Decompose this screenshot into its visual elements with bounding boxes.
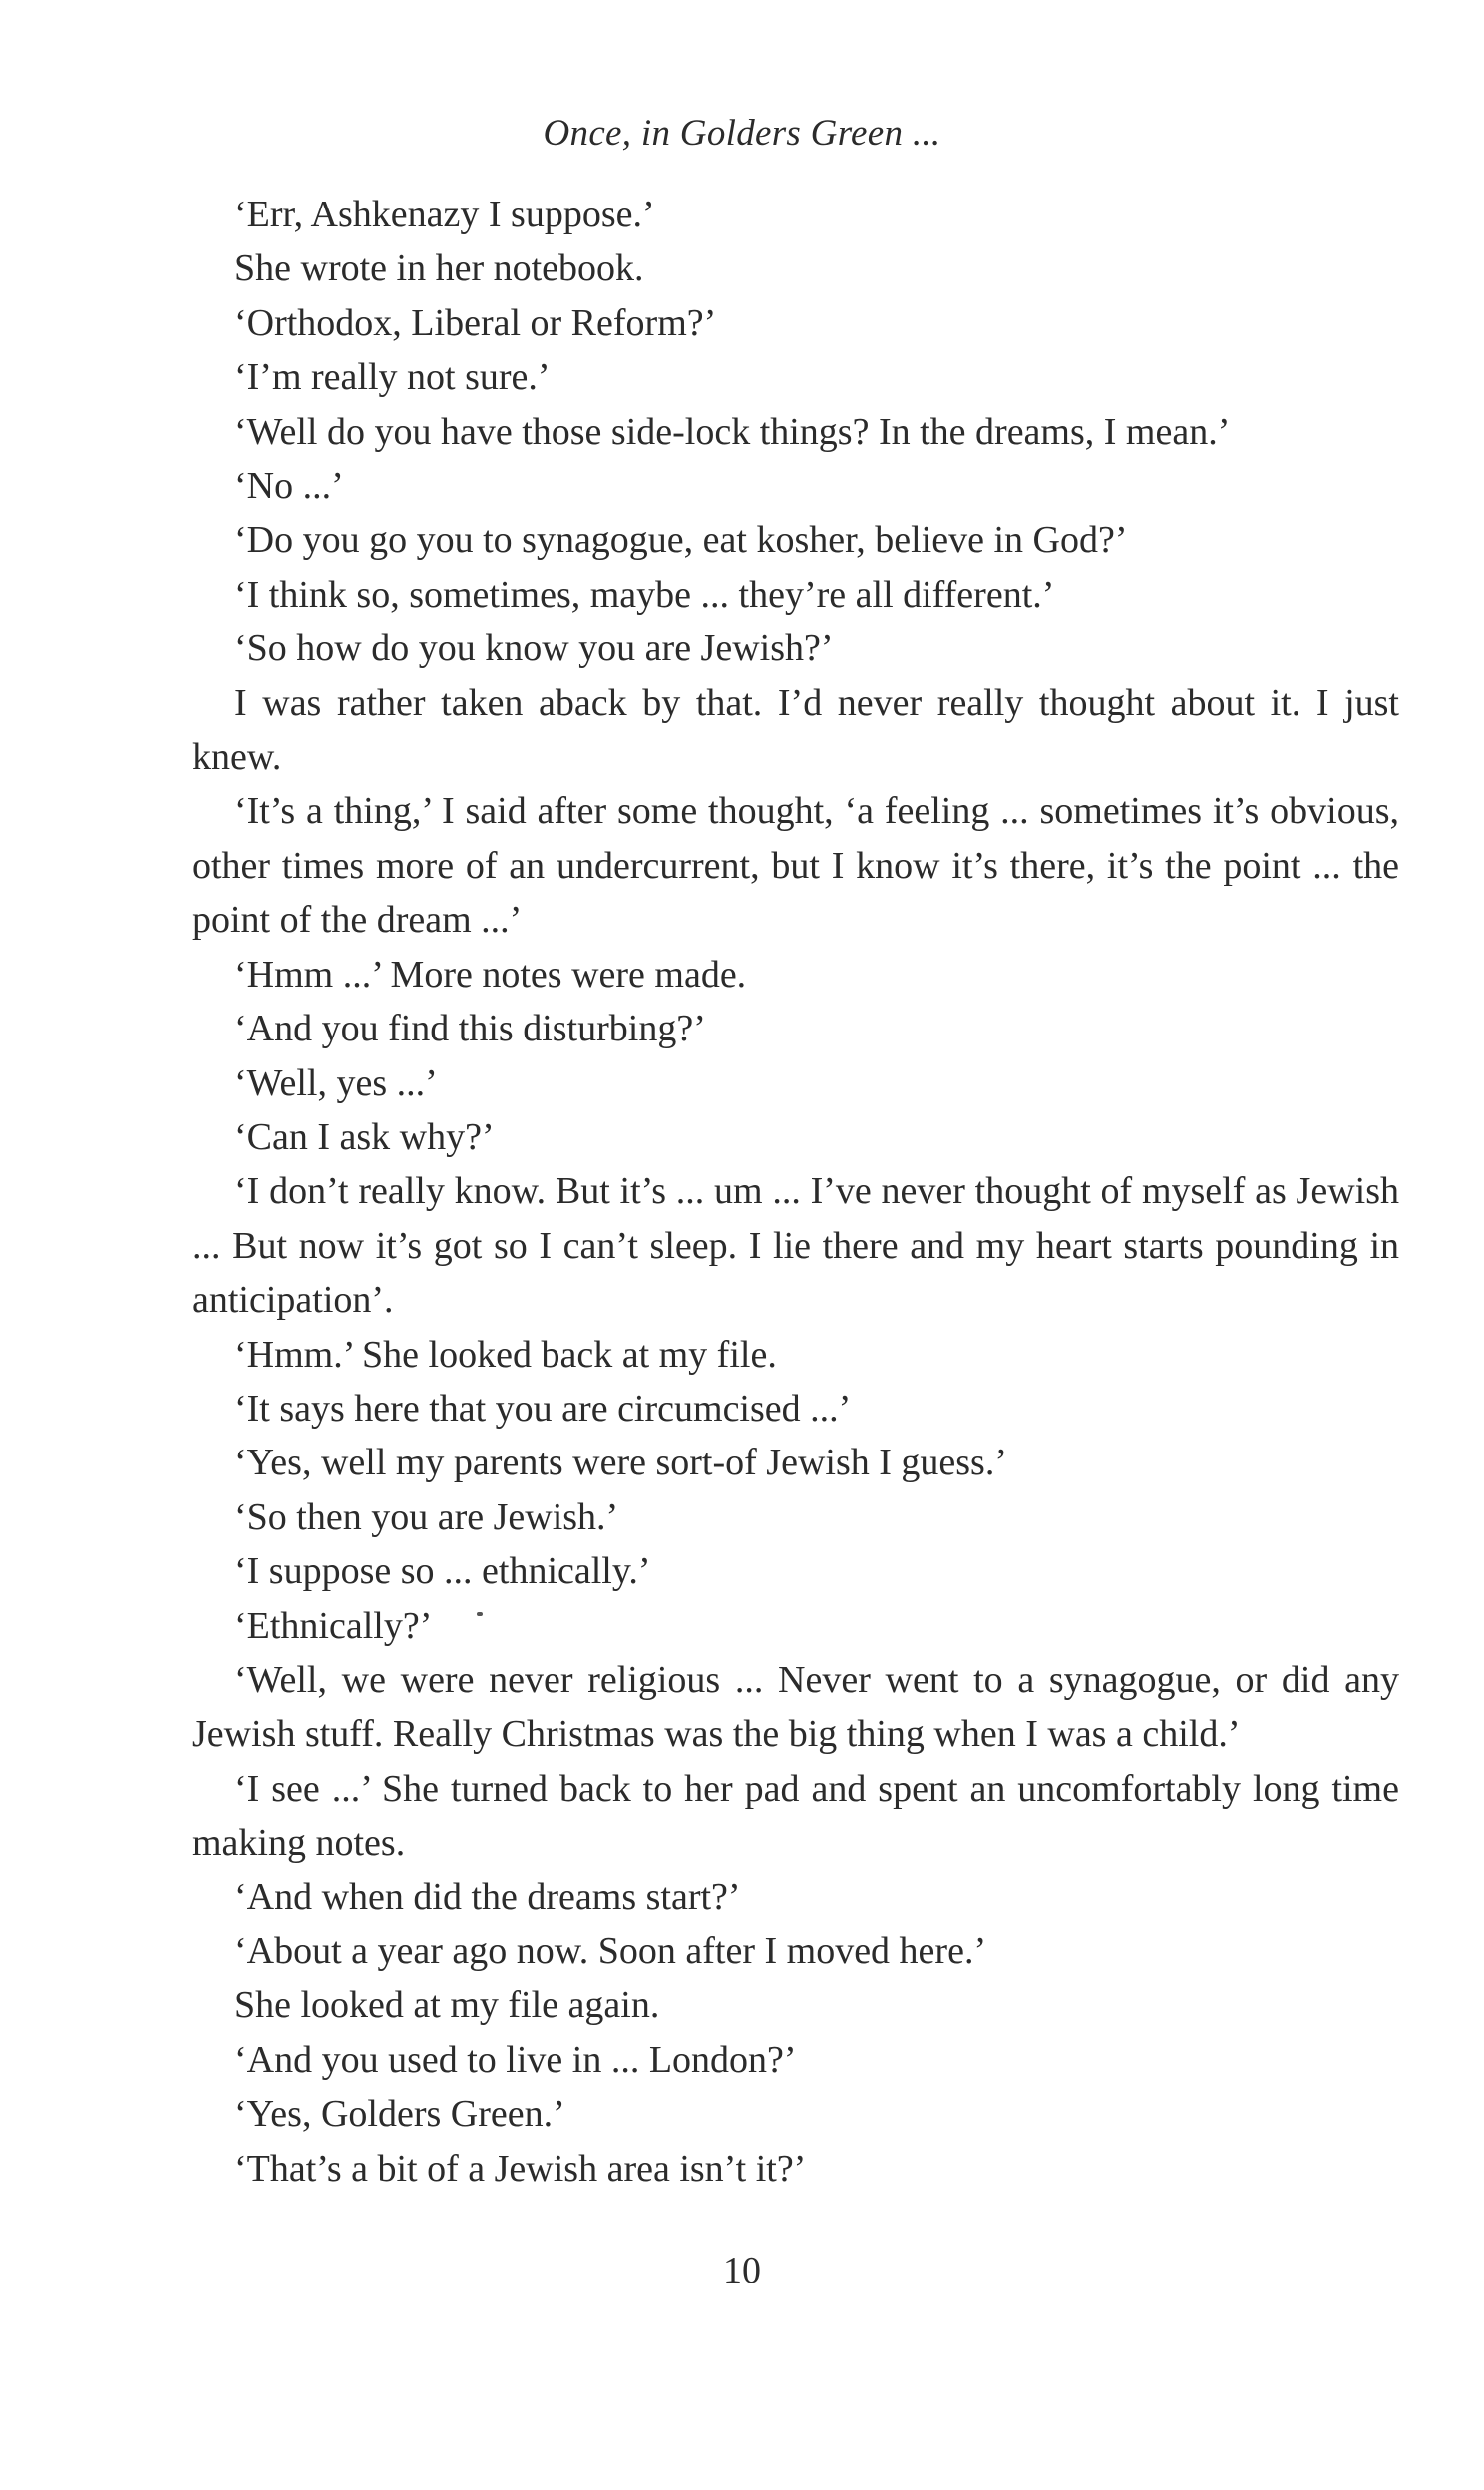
paragraph: ‘Can I ask why?’: [234, 1115, 495, 1158]
paragraph: ‘It’s a thing,’ I said after some thought, ‘a feeling ... sometimes it’s obvious, other times more of an undercurrent, but I know it’s there, it’s the point ... the point of the dream ...’: [192, 790, 1399, 942]
paragraph: ‘So how do you know you are Jewish?’: [234, 627, 834, 670]
running-head: Once, in Golders Green ...: [543, 113, 941, 154]
body-text: [192, 188, 1399, 2196]
paragraph: ‘Hmm ...’ More notes were made.: [234, 953, 747, 996]
paragraph: ‘About a year ago now. Soon after I moved here.’: [234, 1930, 987, 1972]
paragraph: ‘And you find this disturbing?’: [234, 1008, 706, 1050]
paragraph: ‘I suppose so ... ethnically.’: [234, 1550, 651, 1593]
paragraph: ‘Yes, well my parents were sort-of Jewish I guess.’: [234, 1442, 1007, 1484]
paragraph: ‘So then you are Jewish.’: [234, 1495, 619, 1538]
paragraph: ‘I’m really not sure.’: [234, 356, 551, 399]
paragraph: ‘And when did the dreams start?’: [234, 1875, 741, 1918]
paragraph: ‘Well do you have those side-lock things? In the dreams, I mean.’: [234, 410, 1231, 453]
paragraph: ‘Do you go you to synagogue, eat kosher, believe in God?’: [234, 519, 1128, 562]
paragraph: ‘Hmm.’ She looked back at my file.: [234, 1333, 777, 1376]
paragraph: ‘Orthodox, Liberal or Reform?’: [234, 301, 717, 344]
paragraph: ‘That’s a bit of a Jewish area isn’t it?’: [234, 2147, 807, 2190]
page-number: 10: [723, 2250, 761, 2291]
paragraph: ‘Ethnically?’: [234, 1604, 433, 1647]
paragraph: ‘Yes, Golders Green.’: [234, 2093, 565, 2136]
paragraph: ‘No ...’: [234, 465, 344, 508]
paragraph: ‘And you used to live in ... London?’: [234, 2038, 797, 2081]
paragraph: ‘Well, yes ...’: [234, 1061, 438, 1104]
paragraph: ‘It says here that you are circumcised ...’: [234, 1387, 852, 1430]
print-speck: [477, 1612, 483, 1616]
paragraph: ‘Err, Ashkenazy I suppose.’: [234, 194, 655, 235]
paragraph: She wrote in her notebook.: [234, 247, 644, 290]
paragraph: ‘I don’t really know. But it’s ... um ... I’ve never thought of myself as Jewish ... But now it’s got so I can’t sleep. I lie there and my heart starts pounding in anticipation’.: [192, 1170, 1399, 1322]
paragraph: ‘I think so, sometimes, maybe ... they’re all different.’: [234, 573, 1055, 616]
paragraph: ‘Well, we were never religious ... Never went to a synagogue, or did any Jewish stuff. Really Christmas was the big thing when I was a child.’: [192, 1658, 1399, 1756]
paragraph: ‘I see ...’ She turned back to her pad and spent an uncomfortably long time making notes.: [192, 1767, 1399, 1865]
paragraph: She looked at my file again.: [234, 1984, 660, 2027]
paragraph: I was rather taken aback by that. I’d never really thought about it. I just knew.: [192, 681, 1399, 779]
